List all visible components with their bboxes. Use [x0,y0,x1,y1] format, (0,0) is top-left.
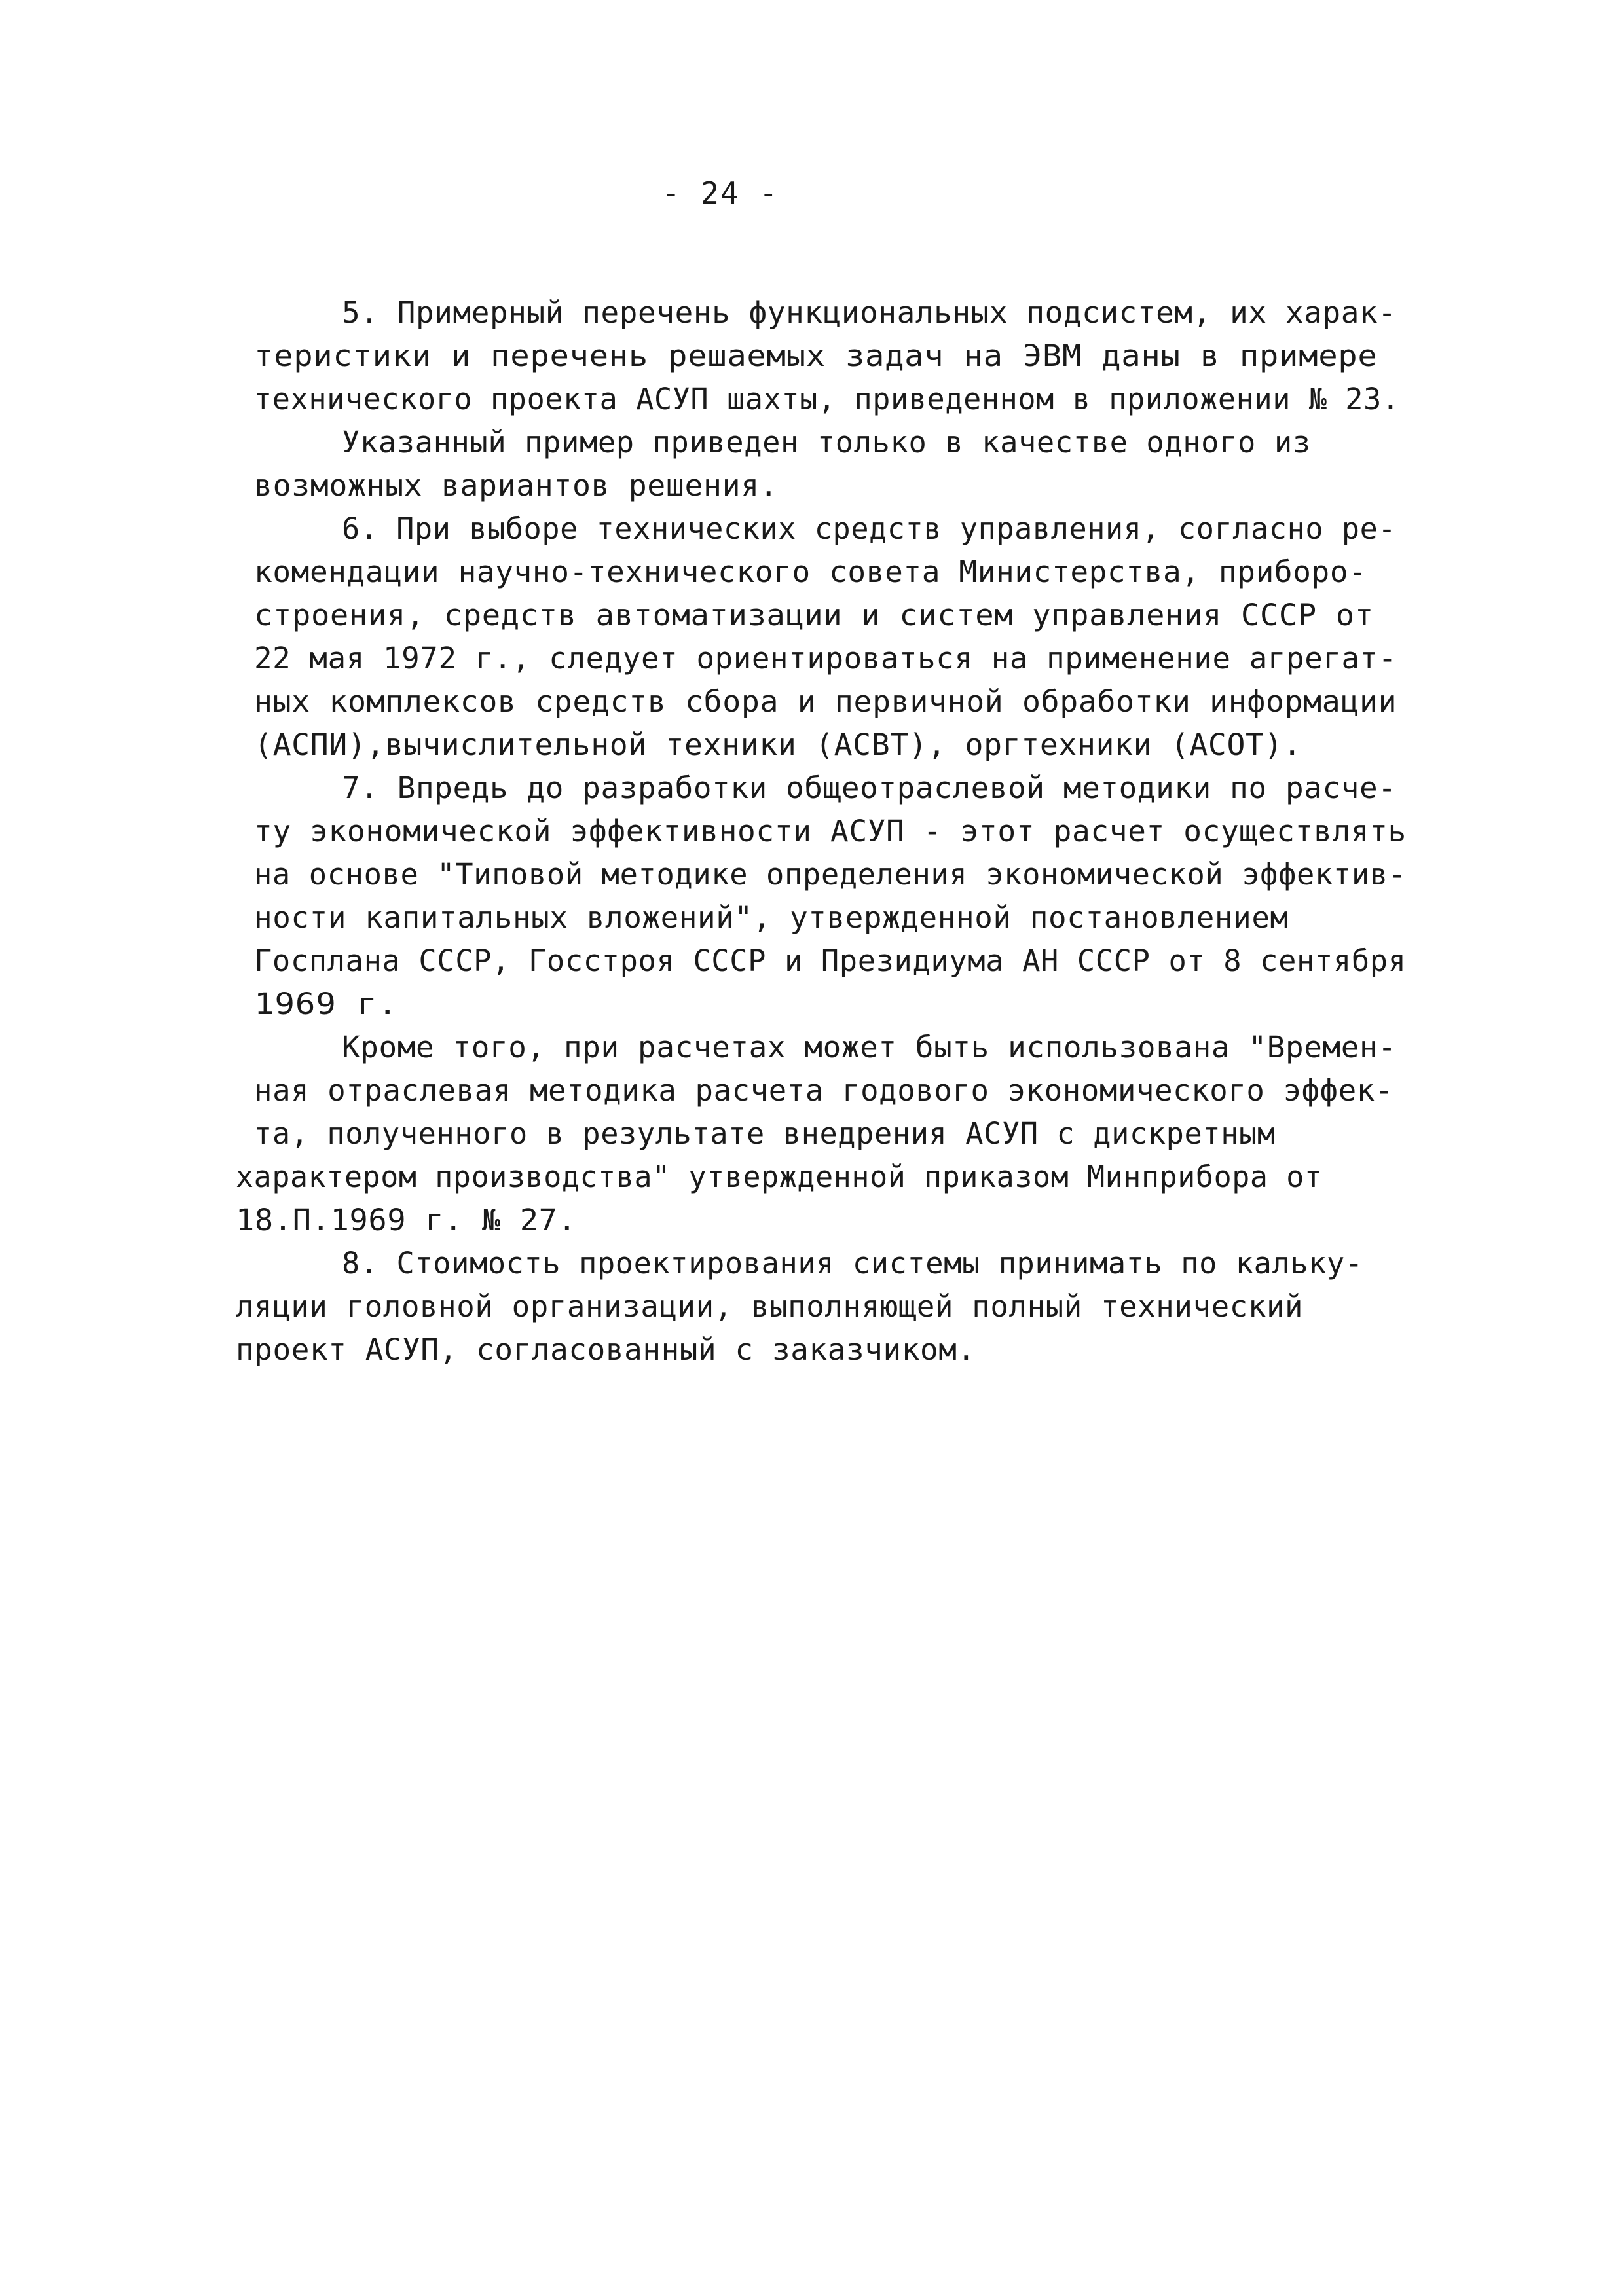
text-line: ту экономической эффективности АСУП - этот расчет осуществлять [254,814,1407,848]
text-line: 7. Впредь до разработки общеотраслевой методики по расче- [342,771,1397,805]
text-line: характером производства" утвержденной приказом Минприбора от [236,1159,1323,1194]
text-line: Госплана СССР, Госстроя СССР и Президиума АН СССР от 8 сентября [254,943,1407,978]
text-line: Указанный пример приведен только в качестве одного из [342,425,1311,460]
text-line: 6. При выборе технических средств управления, согласно ре- [342,511,1397,546]
text-line: 18.П.1969 г. № 27. [236,1203,577,1237]
text-line: ляции головной организации, выполняющей полный технический [236,1289,1304,1324]
text-line: 22 мая 1972 г., следует ориентироваться на применение агрегат- [254,641,1397,676]
page-number: - 24 - [661,175,779,211]
text-line: ности капитальных вложений", утвержденной постановлением [254,900,1289,935]
text-line: (АСПИ),вычислительной техники (АСВТ), оргтехники (АСОТ). [254,727,1302,762]
text-line: 1969 г. [254,987,398,1021]
text-line: строения, средств автоматизации и систем управления СССР от [254,598,1374,632]
text-line: 8. Стоимость проектирования системы принимать по кальку- [342,1246,1363,1281]
text-line: комендации научно-технического совета Министерства, приборо- [254,555,1367,589]
text-line: технического проекта АСУП шахты, приведенном в приложении № 23. [254,382,1400,416]
text-line: ная отраслевая методика расчета годового экономического эффек- [254,1073,1393,1108]
text-line: на основе "Типовой методике определения экономической эффектив- [254,857,1407,892]
text-line: возможных вариантов решения. [254,468,779,503]
text-line: та, полученного в результате внедрения АСУП с дискретным [254,1116,1276,1151]
text-line: 5. Примерный перечень функциональных подсистем, их харак- [342,295,1397,330]
text-line: ных комплексов средств сбора и первичной обработки информации [254,684,1397,719]
text-line: Кроме того, при расчетах может быть использована "Времен- [342,1030,1397,1065]
text-line: проект АСУП, согласованный с заказчиком. [236,1332,976,1367]
text-line: теристики и перечень решаемых задач на ЭВМ даны в примере [254,338,1378,373]
